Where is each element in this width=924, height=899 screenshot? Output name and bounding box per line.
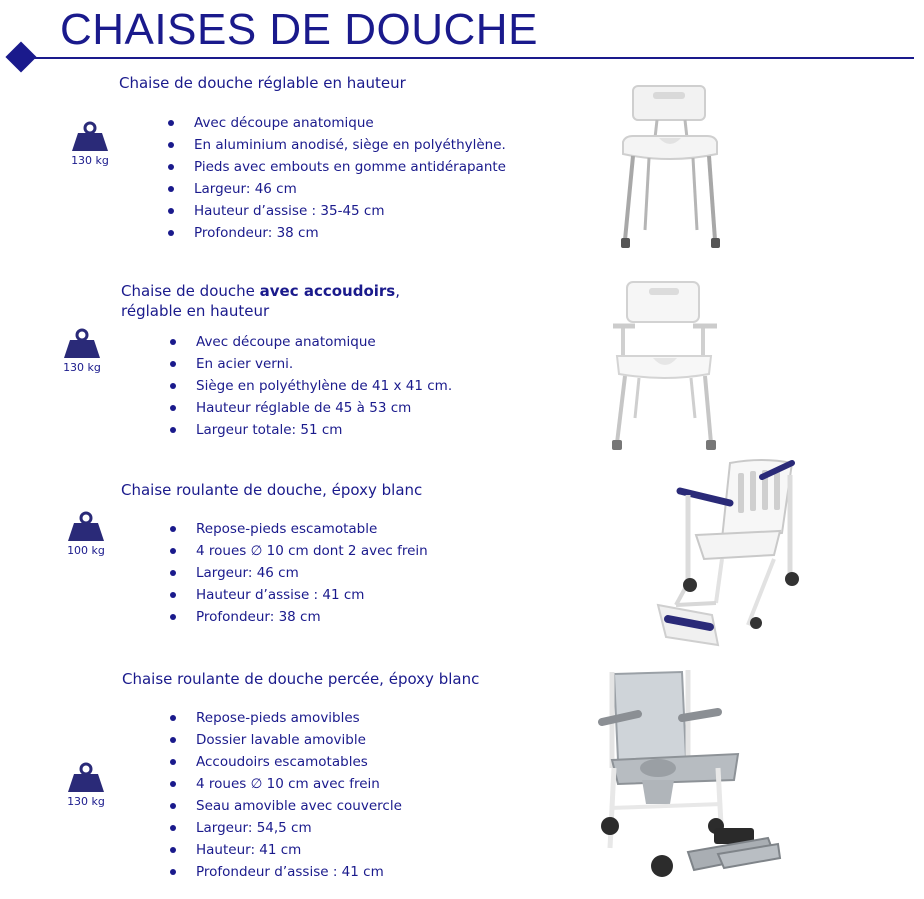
list-item: Hauteur réglable de 45 à 53 cm [170, 397, 452, 419]
bullet-dot [168, 208, 174, 214]
bullet-dot [170, 570, 176, 576]
weight-icon [60, 328, 104, 360]
list-item: 4 roues ∅ 10 cm avec frein [170, 773, 402, 795]
list-item: Repose-pieds amovibles [170, 707, 402, 729]
list-item: Avec découpe anatomique [168, 112, 506, 134]
list-item: En acier verni. [170, 353, 452, 375]
list-item: Largeur: 46 cm [168, 178, 506, 200]
bullet-dot [170, 614, 176, 620]
list-item: Largeur: 46 cm [170, 562, 428, 584]
list-item: Accoudoirs escamotables [170, 751, 402, 773]
page-title: CHAISES DE DOUCHE [60, 5, 538, 54]
bullet-dot [170, 339, 176, 345]
bullet-dot [170, 361, 176, 367]
bullet-dot [170, 759, 176, 765]
bullet-dot [168, 164, 174, 170]
rolling-shower-chair-photo [652, 455, 802, 655]
product-2-title: Chaise de douche avec accoudoirs, réglable en hauteur [121, 282, 401, 320]
weight-icon [68, 121, 112, 153]
list-item: Profondeur: 38 cm [170, 606, 428, 628]
list-item: 4 roues ∅ 10 cm dont 2 avec frein [170, 540, 428, 562]
armchair-shower-photo [605, 278, 725, 456]
list-item: Dossier lavable amovible [170, 729, 402, 751]
weight-label: 130 kg [63, 361, 101, 374]
list-item: Hauteur: 41 cm [170, 839, 402, 861]
list-item: Profondeur: 38 cm [168, 222, 506, 244]
product-2-features [170, 331, 452, 441]
bullet-dot [170, 548, 176, 554]
bullet-dot [170, 405, 176, 411]
list-item: Siège en polyéthylène de 41 x 41 cm. [170, 375, 452, 397]
list-item: Profondeur d’assise : 41 cm [170, 861, 402, 883]
list-item: Hauteur d’assise : 41 cm [170, 584, 428, 606]
bullet-dot [170, 526, 176, 532]
list-item: Largeur totale: 51 cm [170, 419, 452, 441]
bullet-dot [170, 427, 176, 433]
product-4-features [170, 707, 402, 883]
bullet-dot [168, 230, 174, 236]
bullet-dot [170, 383, 176, 389]
product-4-weight [56, 762, 116, 808]
bullet-dot [170, 715, 176, 721]
bullet-dot [170, 869, 176, 875]
bullet-dot [170, 825, 176, 831]
product-1-weight [60, 121, 120, 167]
list-item: Pieds avec embouts en gomme antidérapante [168, 156, 506, 178]
shower-chair-photo [615, 80, 725, 255]
list-item: Seau amovible avec couvercle [170, 795, 402, 817]
list-item: Repose-pieds escamotable [170, 518, 428, 540]
bullet-dot [168, 120, 174, 126]
list-item: Avec découpe anatomique [170, 331, 452, 353]
bullet-dot [168, 142, 174, 148]
bullet-dot [168, 186, 174, 192]
weight-icon [64, 762, 108, 794]
product-3-weight [56, 511, 116, 557]
bullet-dot [170, 592, 176, 598]
list-item: Largeur: 54,5 cm [170, 817, 402, 839]
product-1-title: Chaise de douche réglable en hauteur [119, 74, 406, 92]
weight-label: 130 kg [71, 154, 109, 167]
product-3-features [170, 518, 428, 628]
bullet-dot [170, 847, 176, 853]
product-2-weight [52, 328, 112, 374]
weight-label: 130 kg [67, 795, 105, 808]
bullet-dot [170, 803, 176, 809]
list-item: En aluminium anodisé, siège en polyéthylène. [168, 134, 506, 156]
weight-icon [64, 511, 108, 543]
bullet-dot [170, 781, 176, 787]
product-4-title: Chaise roulante de douche percée, époxy blanc [122, 670, 480, 688]
bullet-dot [170, 737, 176, 743]
product-1-features [168, 112, 506, 244]
title-rule [22, 57, 914, 59]
product-3-title: Chaise roulante de douche, époxy blanc [121, 481, 423, 499]
commode-rolling-chair-photo [598, 668, 783, 890]
weight-label: 100 kg [67, 544, 105, 557]
list-item: Hauteur d’assise : 35-45 cm [168, 200, 506, 222]
